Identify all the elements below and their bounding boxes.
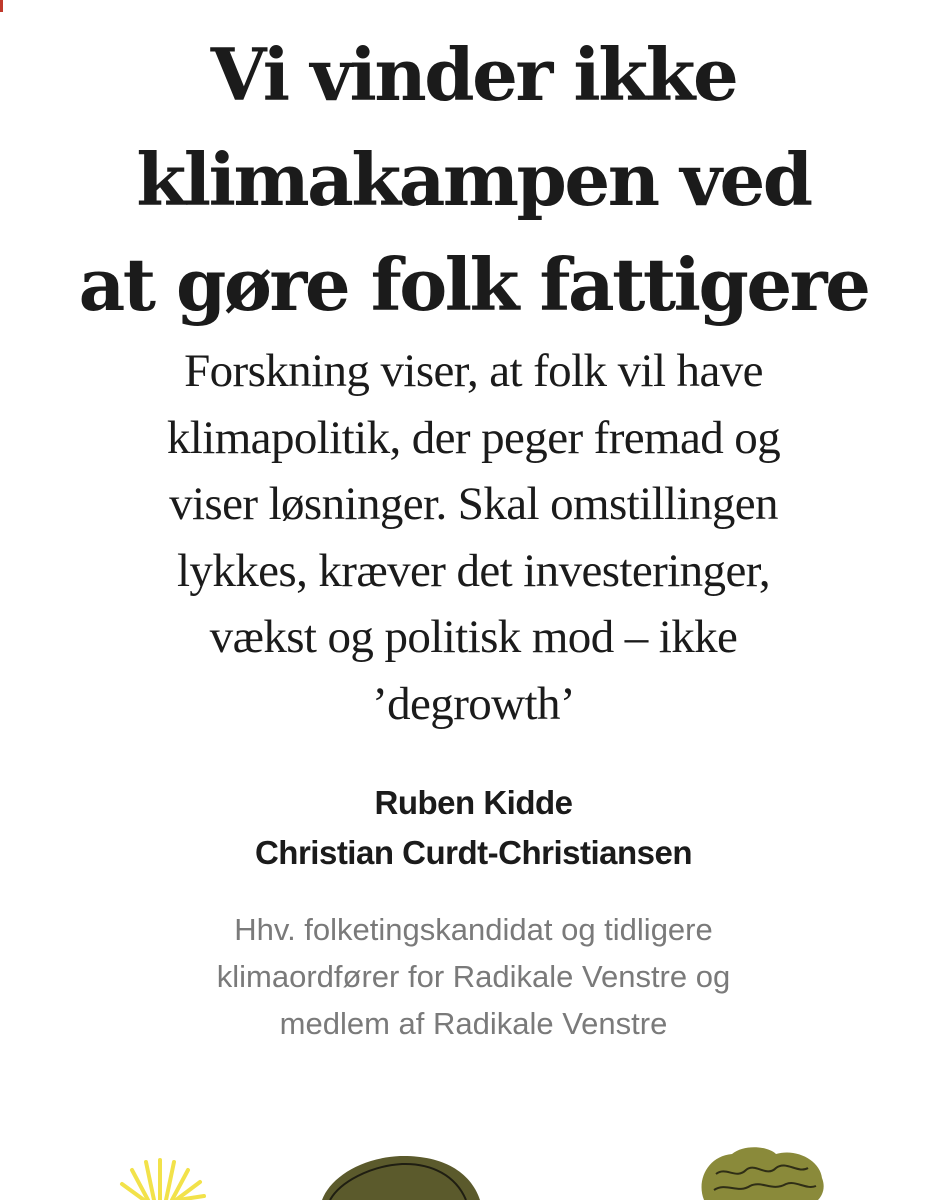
headline-line: at gøre folk fattigere [78, 242, 869, 327]
headline-line: klimakampen ved [136, 137, 811, 222]
standfirst-line: lykkes, kræver det investeringer, [176, 544, 771, 597]
author-name: Ruben Kidde [374, 784, 573, 821]
author-role-line: Hhv. folketingskandidat og tidligere [234, 912, 713, 947]
author-name: Christian Curdt-Christiansen [254, 834, 693, 871]
standfirst-line: Forskning viser, at folk vil have [184, 345, 763, 397]
illustration [0, 1140, 947, 1200]
headline [40, 22, 907, 337]
author-names [60, 778, 887, 878]
standfirst-line: ’degrowth’ [372, 677, 575, 730]
tree-crown-icon [702, 1147, 824, 1200]
author-role-line: medlem af Radikale Venstre [279, 1006, 668, 1041]
green-hill-icon [322, 1156, 480, 1200]
standfirst [60, 338, 887, 737]
sun-rays-icon [122, 1160, 204, 1200]
author-roles [60, 906, 887, 1047]
headline-line: Vi vinder ikke [210, 32, 737, 117]
standfirst-line: vækst og politisk mod – ikke [209, 611, 738, 663]
standfirst-line: klimapolitik, der peger fremad og [166, 411, 781, 464]
author-role-line: klimaordfører for Radikale Venstre og [216, 959, 731, 994]
standfirst-line: viser løsninger. Skal omstillingen [169, 478, 778, 530]
